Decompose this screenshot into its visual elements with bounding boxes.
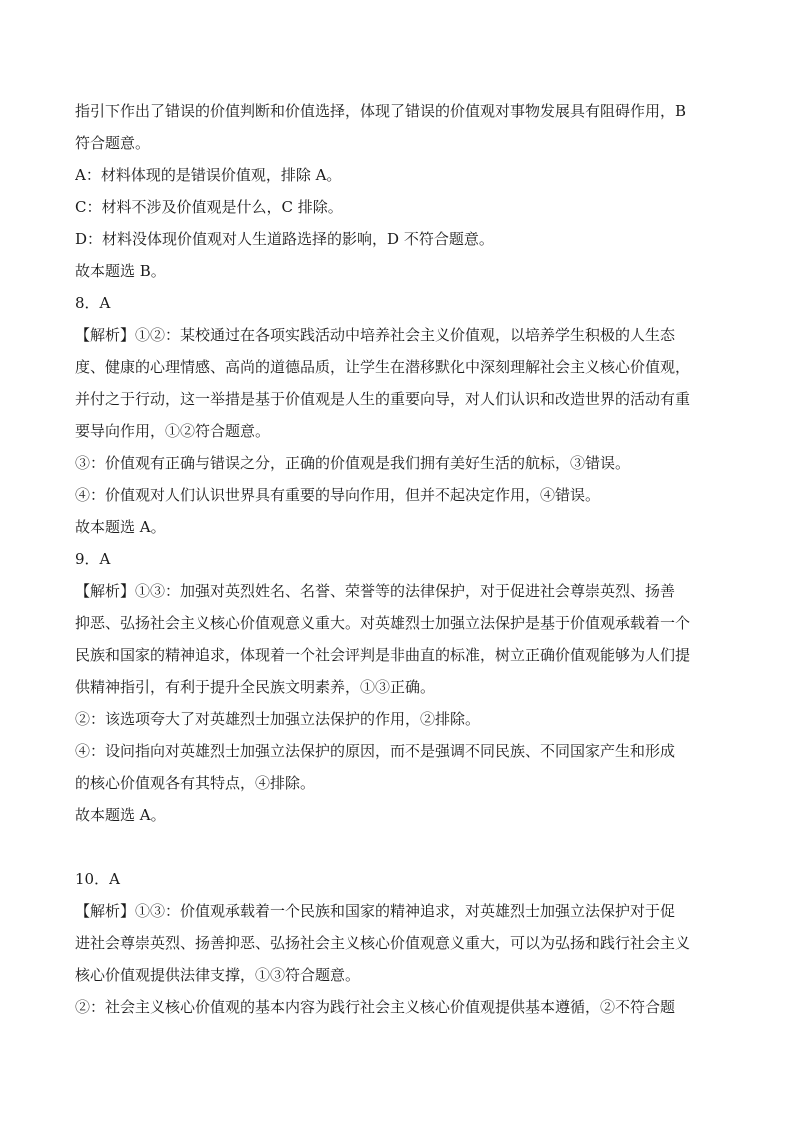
text-line: 民族和国家的精神追求，体现着一个社会评判是非曲直的标准，树立正确价值观能够为人们提 xyxy=(75,646,691,664)
text-line: ②：该选项夸大了对英雄烈士加强立法保护的作用，②排除。 xyxy=(75,710,481,728)
text-line: ③：价值观有正确与错误之分，正确的价值观是我们拥有美好生活的航标，③错误。 xyxy=(75,454,631,472)
text-line: 故本题选 A。 xyxy=(75,806,166,824)
text-line: ④：价值观对人们认识世界具有重要的导向作用，但并不起决定作用，④错误。 xyxy=(75,486,601,504)
question-number: 10．A xyxy=(75,870,120,888)
text-line: 核心价值观提供法律支撑，①③符合题意。 xyxy=(75,966,361,984)
text-line: 符合题意。 xyxy=(75,134,151,152)
text-line: 【解析】①③：加强对英烈姓名、名誉、荣誉等的法律保护，对于促进社会尊崇英烈、扬善 xyxy=(75,582,676,600)
question-number: 8．A xyxy=(75,294,111,312)
text-line: D：材料没体现价值观对人生道路选择的影响，D 不符合题意。 xyxy=(75,230,494,248)
text-line: 故本题选 B。 xyxy=(75,262,166,280)
text-line: 度、健康的心理情感、高尚的道德品质，让学生在潜移默化中深刻理解社会主义核心价值观， xyxy=(75,358,691,376)
text-line: 并付之于行动，这一举措是基于价值观是人生的重要向导，对人们认识和改造世界的活动有重 xyxy=(75,390,691,408)
text-line: A：材料体现的是错误价值观，排除 A。 xyxy=(75,166,342,184)
text-line: 故本题选 A。 xyxy=(75,518,166,536)
text-line: 的核心价值观各有其特点，④排除。 xyxy=(75,774,316,792)
text-line: 要导向作用，①②符合题意。 xyxy=(75,422,271,440)
text-line: 指引下作出了错误的价值判断和价值选择，体现了错误的价值观对事物发展具有阻碍作用，B xyxy=(75,102,687,120)
text-line: 【解析】①②：某校通过在各项实践活动中培养社会主义价值观，以培养学生积极的人生态 xyxy=(75,326,676,344)
text-line: ④：设问指向对英雄烈士加强立法保护的原因，而不是强调不同民族、不同国家产生和形成 xyxy=(75,742,676,760)
text-line: 进社会尊崇英烈、扬善抑恶、弘扬社会主义核心价值观意义重大，可以为弘扬和践行社会主义 xyxy=(75,934,691,952)
document-body xyxy=(75,95,725,1023)
text-line: 抑恶、弘扬社会主义核心价值观意义重大。对英雄烈士加强立法保护是基于价值观承载着一个 xyxy=(75,614,691,632)
text-line: ②：社会主义核心价值观的基本内容为践行社会主义核心价值观提供基本遵循，②不符合题 xyxy=(75,998,676,1016)
text-line: C：材料不涉及价值观是什么，C 排除。 xyxy=(75,198,343,216)
blank-line xyxy=(75,831,725,863)
text-line: 【解析】①③：价值观承载着一个民族和国家的精神追求，对英雄烈士加强立法保护对于促 xyxy=(75,902,676,920)
text-line: 供精神指引，有利于提升全民族文明素养，①③正确。 xyxy=(75,678,436,696)
question-number: 9．A xyxy=(75,550,111,568)
